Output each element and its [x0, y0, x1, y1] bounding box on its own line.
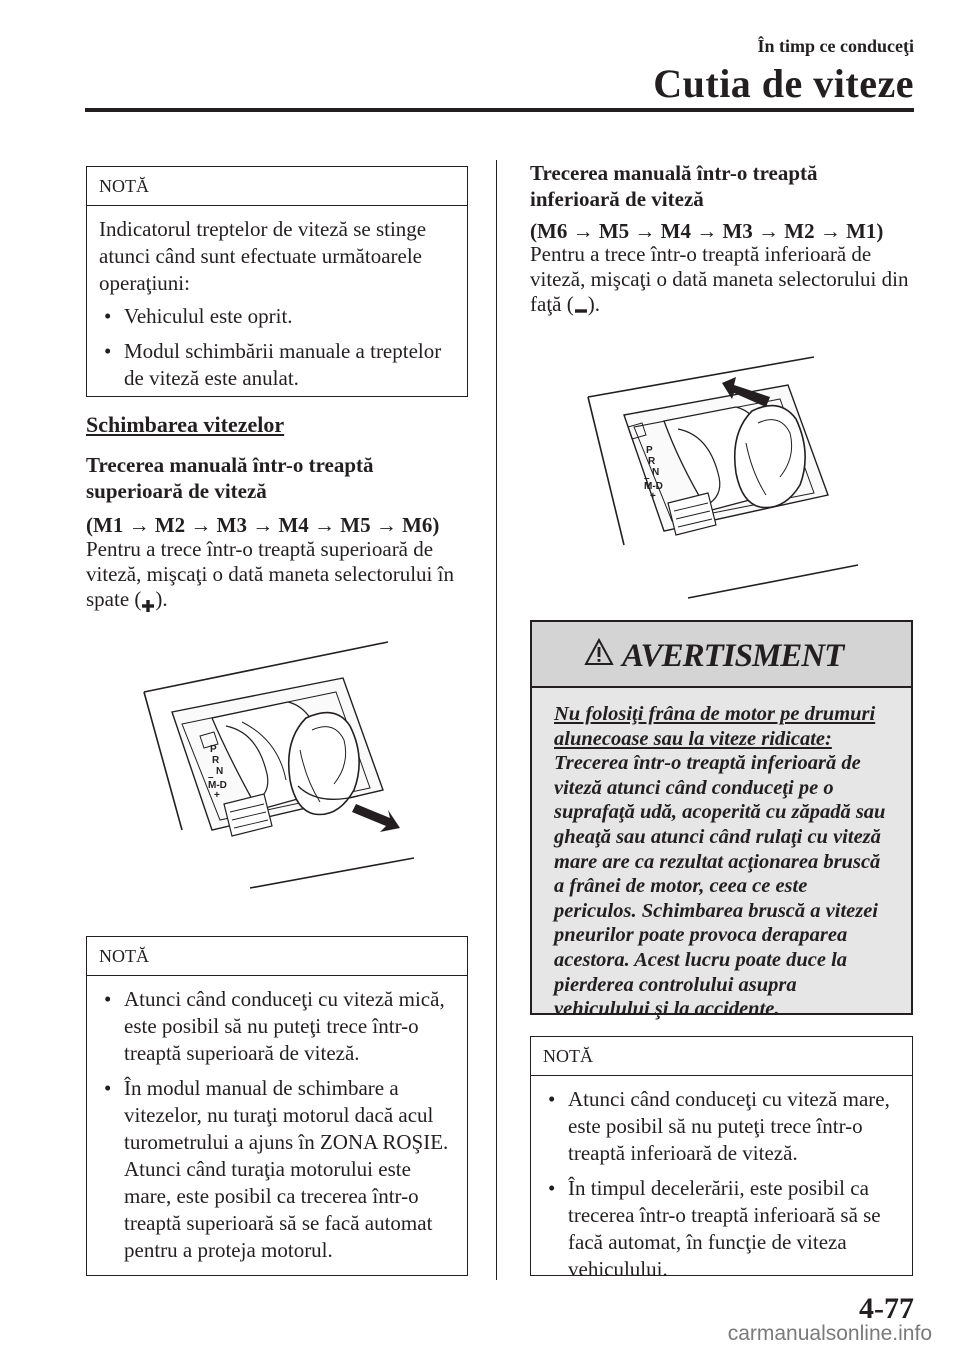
- list-item: • Modul schimbării manuale a treptelor de viteză este anulat.: [104, 339, 442, 390]
- list-item: • Atunci când conduceţi cu viteză mare, este posibil să nu puteţi trece într-o treaptă inferioară de viteză.: [548, 1087, 890, 1165]
- list-item: • În timpul decelerării, este posibil ca trecerea într-o treaptă inferioară să se facă automat, în funcţie de viteza vehiculului.: [548, 1176, 881, 1281]
- shifter-label: N: [652, 467, 660, 478]
- shifter-label: R: [212, 755, 220, 766]
- shifter-upshift-illustration: [138, 640, 418, 890]
- note-heading: NOTĂ: [87, 937, 467, 976]
- note-box-1: [86, 166, 468, 397]
- shifter-label: M-D: [644, 481, 663, 492]
- note-box-2: [86, 936, 468, 1276]
- plus-icon: [141, 594, 155, 608]
- note-box-3: [530, 1036, 913, 1281]
- downshift-sequence: (M6 → M5 → M4 → M3 → M2 → M1): [530, 219, 884, 243]
- shifter-label: M-D: [208, 780, 227, 791]
- shifter-label: P: [646, 445, 653, 456]
- watermark: carmanualsonline.info: [727, 1322, 932, 1345]
- upshift-title: Trecerea manuală într-o treaptă superioară de viteză: [86, 453, 374, 503]
- chapter-subtitle: În timp ce conduceţi: [757, 36, 914, 56]
- shifter-downshift-illustration: [584, 355, 864, 600]
- shifter-label: +: [214, 790, 220, 801]
- note-heading: NOTĂ: [87, 167, 467, 206]
- shifter-label: N: [216, 766, 224, 777]
- upshift-sequence: (M1 → M2 → M3 → M4 → M5 → M6): [86, 513, 440, 537]
- warning-icon: [584, 638, 614, 671]
- list-item: • Vehiculul este oprit.: [104, 304, 293, 328]
- shifter-label: R: [648, 456, 656, 467]
- upshift-text: Pentru a trece într-o treaptă superioară de viteză, mişcaţi o dată maneta selectorului în spate ( ).: [86, 537, 454, 611]
- column-divider: [496, 160, 497, 1280]
- page-number: 4-77: [859, 1292, 914, 1325]
- downshift-text: Pentru a trece într-o treaptă inferioară de viteză, mişcaţi o dată maneta selectorului din faţă ( ).: [530, 242, 909, 316]
- header-rule: [85, 108, 914, 112]
- chapter-title: Cutia de viteze: [653, 61, 914, 106]
- warning-lead: Nu folosiţi frâna de motor pe drumuri alunecoase sau la viteze ridicate:: [554, 703, 876, 750]
- shifter-label: –: [644, 473, 650, 484]
- shifter-label: P: [210, 744, 217, 755]
- note-intro: Indicatorul treptelor de viteză se stinge atunci când sunt efectuate următoarele operaţiuni:: [99, 217, 427, 295]
- note-heading: NOTĂ: [531, 1037, 912, 1076]
- downshift-title: Trecerea manuală într-o treaptă inferioară de viteză: [530, 161, 818, 211]
- section-title: Schimbarea vitezelor: [86, 412, 285, 437]
- shifter-label: –: [208, 772, 214, 783]
- list-item: • În modul manual de schimbare a vitezelor, nu turaţi motorul dacă acul turometrului a ajuns în ZONA ROŞIE. Atunci când turaţia motorului este mare, este posibil ca trecerea într-o treaptă superioară să se facă automat pentru a proteja motorul.: [104, 1076, 449, 1262]
- warning-box: [530, 620, 913, 1021]
- minus-icon: [574, 299, 588, 313]
- warning-text: Trecerea într-o treaptă inferioară de viteză atunci când conduceţi pe o suprafaţă udă, acoperită cu zăpadă sau gheaţă sau atunci când rulaţi cu viteză mare are ca rezultat acţionarea bruscă a frânei de motor, ceea ce este periculos. Schimbarea bruscă a vitezei pneurilor poate provoca deraparea acestora. Acest lucru poate duce la pierderea controlului asupra vehiculului şi la accidente.: [554, 752, 886, 1021]
- list-item: • Atunci când conduceţi cu viteză mică, este posibil să nu puteţi trece într-o treaptă superioară de viteză.: [104, 987, 445, 1065]
- shifter-label: +: [650, 491, 656, 502]
- warning-title: AVERTISMENT: [622, 638, 844, 674]
